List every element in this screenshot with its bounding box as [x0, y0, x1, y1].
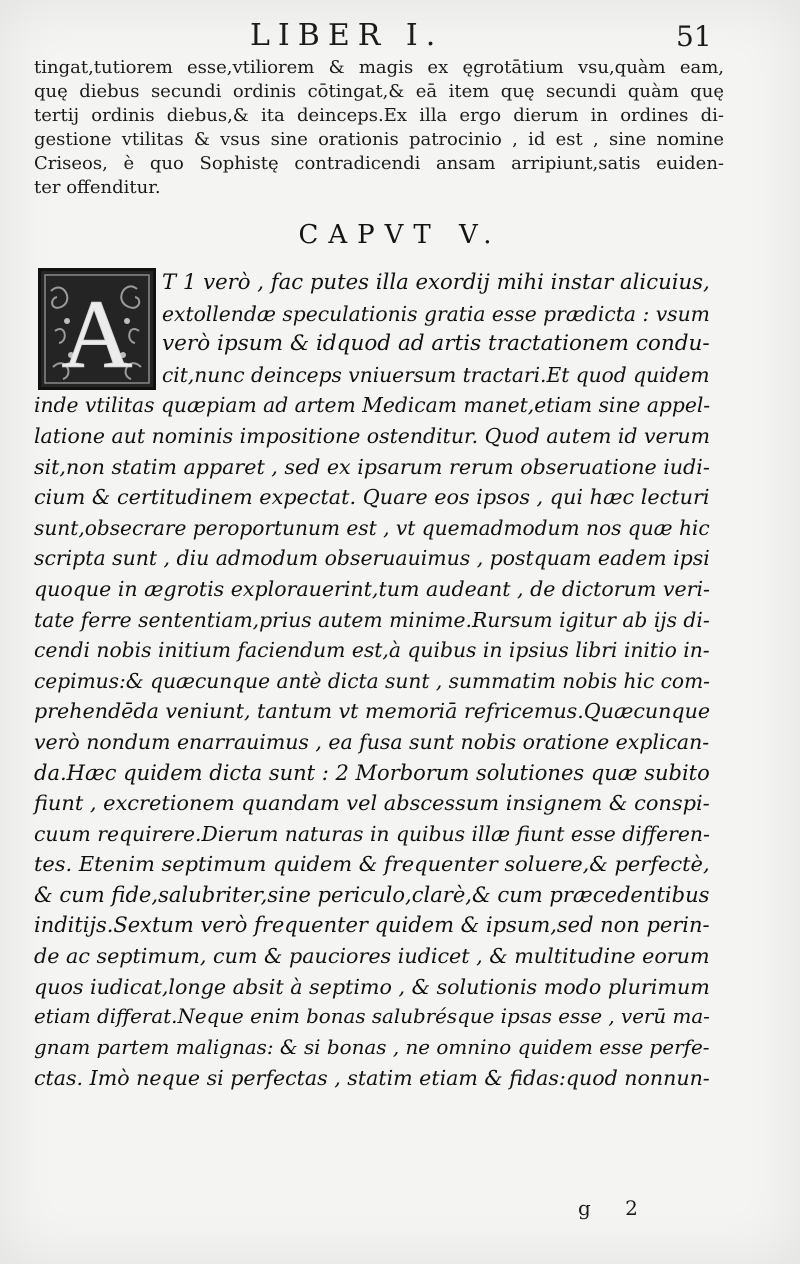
text-line: etiam differat.Neque enim bonas salubrésque ipsas esse , verū ma-: [34, 1005, 710, 1029]
text-line: quoque in ægrotis explorauerint,tum audeant , de dictorum veri-: [34, 576, 710, 601]
text-line: ter offenditur.: [34, 177, 161, 198]
page-number: 51: [676, 20, 712, 53]
text-line: quos iudicat,longe absit à septimo , & solutionis modo plurimum: [34, 974, 710, 999]
text-line: latione aut nominis impositione ostenditur. Quod autem id verum: [34, 423, 710, 448]
text-line: cepimus:& quæcunque antè dicta sunt , summatim nobis hic com-: [34, 668, 710, 693]
signature-mark: g 2: [578, 1196, 652, 1220]
text-line: cuum requirere.Dierum naturas in quibus illæ fiunt esse differen-: [34, 821, 710, 846]
chapter-body: [34, 268, 710, 1094]
text-line: verò ipsum & idquod ad artis tractationem condu-: [162, 331, 710, 357]
page-header: [0, 14, 800, 54]
text-line: cit,nunc deinceps vniuersum tractari.Et quod quidem: [162, 362, 710, 387]
text-line: sunt,obsecrare peroportunum est , vt quemadmodum nos quæ hic: [34, 515, 710, 540]
text-line: cium & certitudinem expectat. Quare eos ipsos , qui hæc lecturi: [34, 485, 710, 510]
text-line: de ac septimum, cum & pauciores iudicet , & multitudine eorum: [34, 944, 710, 969]
text-line: inde vtilitas quæpiam ad artem Medicam manet,etiam sine appel-: [34, 393, 711, 418]
running-title: LIBER I.: [250, 18, 444, 53]
text-line: fiunt , excretionem quandam vel abscessum insignem & conspi-: [34, 791, 710, 816]
chapter-heading: CAPVT V.: [298, 220, 502, 250]
text-line: Criseos, è quo Sophistę contradicendi ansam arripiunt,satis euiden-: [34, 153, 724, 174]
text-line: prehendēda veniunt, tantum vt memoriā refricemus.Quæcunque: [34, 699, 711, 724]
text-line: sit,non statim apparet , sed ex ipsarum rerum obseruatione iudi-: [34, 454, 710, 479]
text-line: scripta sunt , diu admodum obseruauimus , postquam eadem ipsi: [34, 546, 710, 571]
text-line: inditijs.Sextum verò frequenter quidem & ipsum,sed non perin-: [34, 913, 710, 938]
text-line: quę diebus secundi ordinis cōtingat,& eā item quę secundi quàm quę: [34, 81, 724, 102]
text-line: tertij ordinis diebus,& ita deinceps.Ex illa ergo dierum in ordines di-: [34, 105, 724, 126]
text-line: tate ferre sententiam,prius autem minime.Rursum igitur ab ijs di-: [34, 607, 710, 632]
text-line: T 1 verò , fac putes illa exordij mihi instar alicuius,: [162, 270, 710, 295]
text-line: tingat,tutiorem esse,vtiliorem & magis ex ęgrotātium vsu,quàm eam,: [34, 57, 724, 78]
initial-letter: A: [61, 281, 133, 387]
text-line: tes. Etenim septimum quidem & frequenter soluere,& perfectè,: [34, 852, 710, 877]
intro-paragraph: [34, 56, 724, 200]
text-line: cendi nobis initium faciendum est,à quibus in ipsius libri initio in-: [34, 638, 710, 663]
text-line: ctas. Imò neque si perfectas , statim etiam & fidas:quod nonnun-: [34, 1066, 710, 1091]
text-line: extollendæ speculationis gratia esse prædicta : vsum: [162, 301, 710, 326]
text-line: gestione vtilitas & vsus sine orationis patrocinio , id est , sine nomine: [34, 129, 724, 150]
text-line: gnam partem malignas: & si bonas , ne omnino quidem esse perfe-: [34, 1035, 710, 1059]
text-line: & cum fide,salubriter,sine periculo,clarè,& cum præcedentibus: [34, 881, 710, 907]
text-line: verò nondum enarrauimus , ea fusa sunt nobis oratione explican-: [34, 729, 710, 754]
text-line: da.Hæc quidem dicta sunt : 2 Morborum solutiones quæ subito: [34, 759, 710, 785]
